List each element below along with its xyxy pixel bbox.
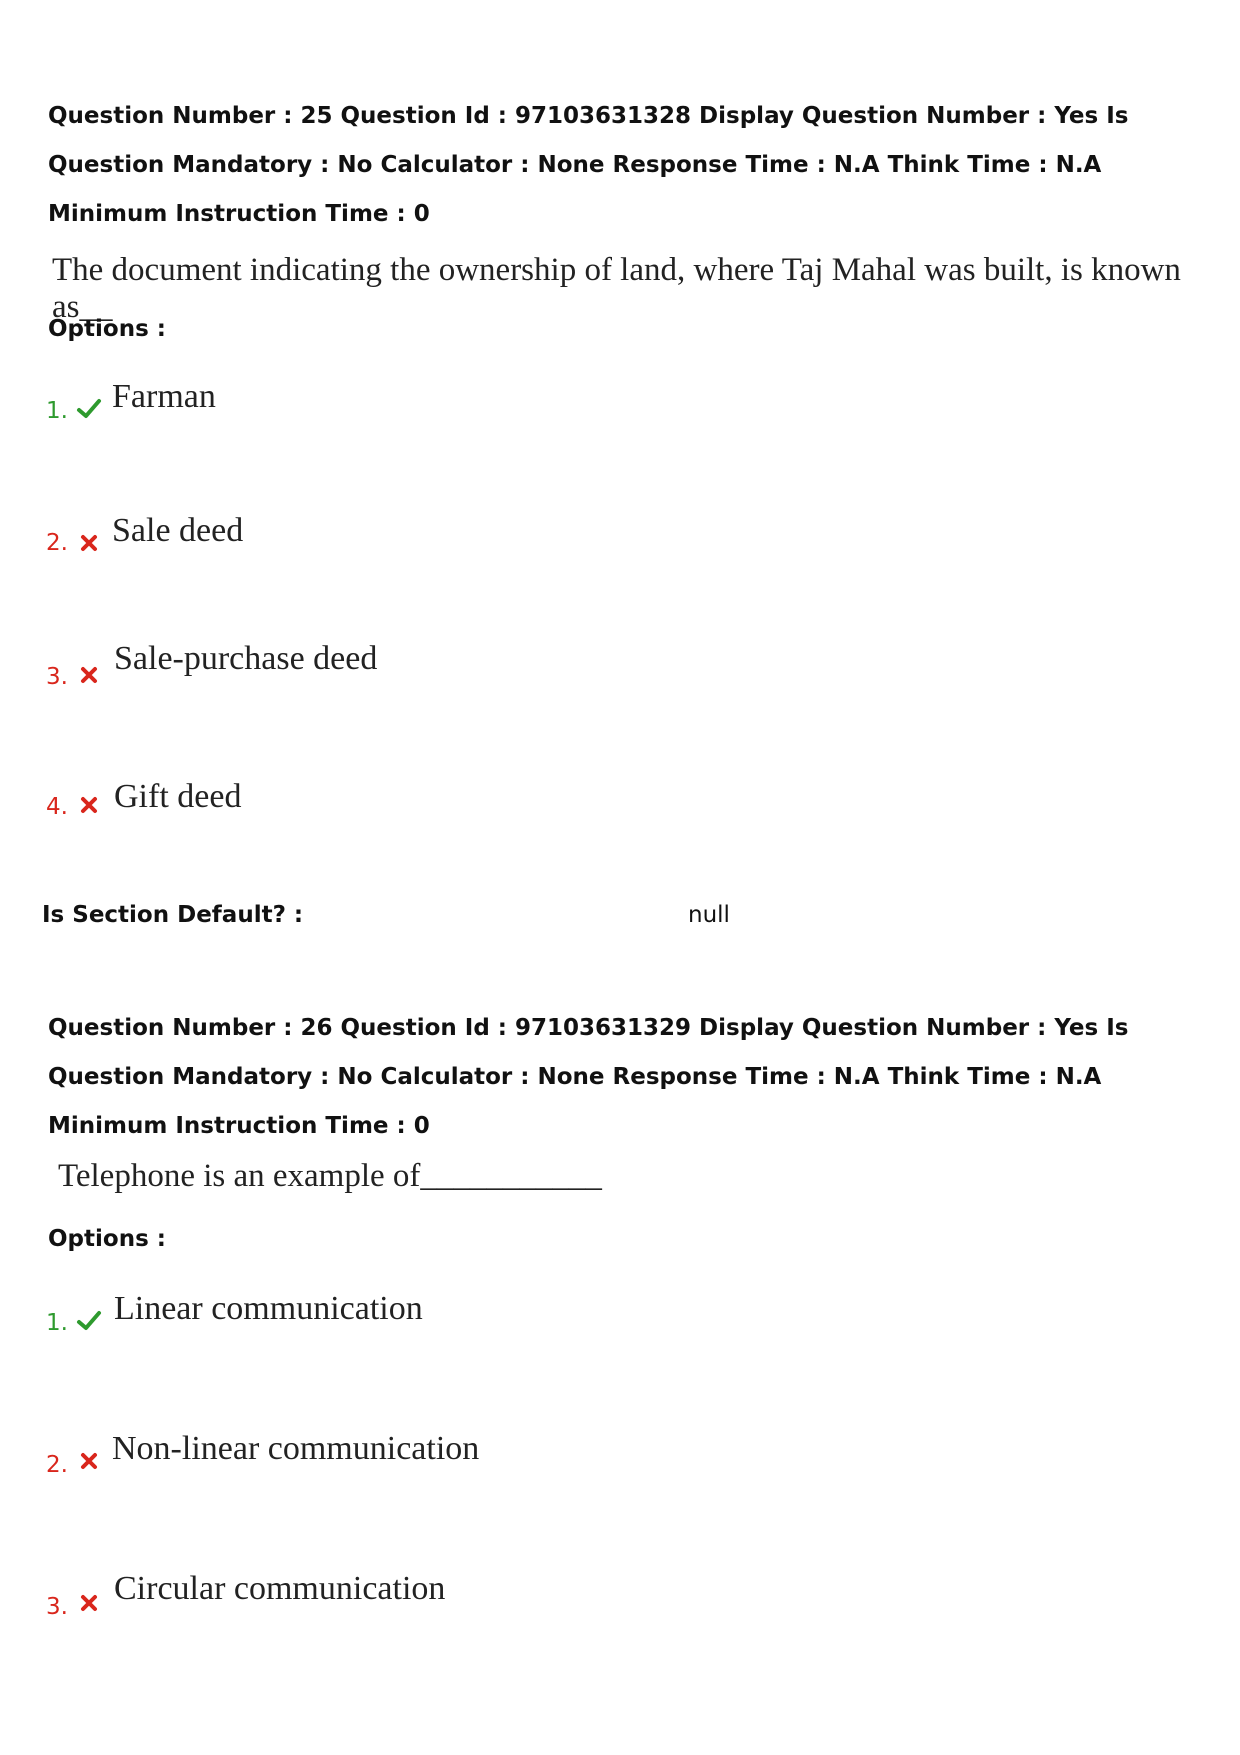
option-number: 2. <box>46 530 68 556</box>
option-number: 3. <box>46 1594 68 1620</box>
option-number: 2. <box>46 1452 68 1478</box>
section-default-value: null <box>688 902 730 928</box>
checkmark-icon <box>76 1308 102 1334</box>
option-text: Non-linear communication <box>112 1430 480 1467</box>
option-text: Gift deed <box>114 778 242 815</box>
option-number: 1. <box>46 1310 68 1336</box>
cross-icon <box>76 530 102 556</box>
option-text: Farman <box>112 378 216 415</box>
question-25-options-label: Options : <box>48 316 166 342</box>
question-25-meta: Question Number : 25 Question Id : 97103631328 Display Question Number : Yes Is Question Mandatory : No Calculator : None Response Time : N.A Think Time : N.A Minimum Instruction Time : 0 <box>48 103 1129 227</box>
cross-icon <box>76 1448 102 1474</box>
cross-icon <box>76 662 102 688</box>
cross-icon <box>76 1590 102 1616</box>
cross-icon <box>76 792 102 818</box>
section-default-label: Is Section Default? : <box>42 902 304 928</box>
option-text: Circular communication <box>114 1570 446 1607</box>
question-26-stem: Telephone is an example of___________ <box>58 1158 602 1194</box>
question-26-meta: Question Number : 26 Question Id : 97103631329 Display Question Number : Yes Is Question Mandatory : No Calculator : None Response Time : N.A Think Time : N.A Minimum Instruction Time : 0 <box>48 1015 1129 1139</box>
option-text: Sale-purchase deed <box>114 640 378 677</box>
checkmark-icon <box>76 396 102 422</box>
question-25-stem: The document indicating the ownership of land, where Taj Mahal was built, is known as__ <box>52 252 1181 325</box>
option-number: 4. <box>46 794 68 820</box>
option-number: 3. <box>46 664 68 690</box>
option-number: 1. <box>46 398 68 424</box>
option-text: Sale deed <box>112 512 244 549</box>
question-26-options-label: Options : <box>48 1226 166 1252</box>
option-text: Linear communication <box>114 1290 423 1327</box>
